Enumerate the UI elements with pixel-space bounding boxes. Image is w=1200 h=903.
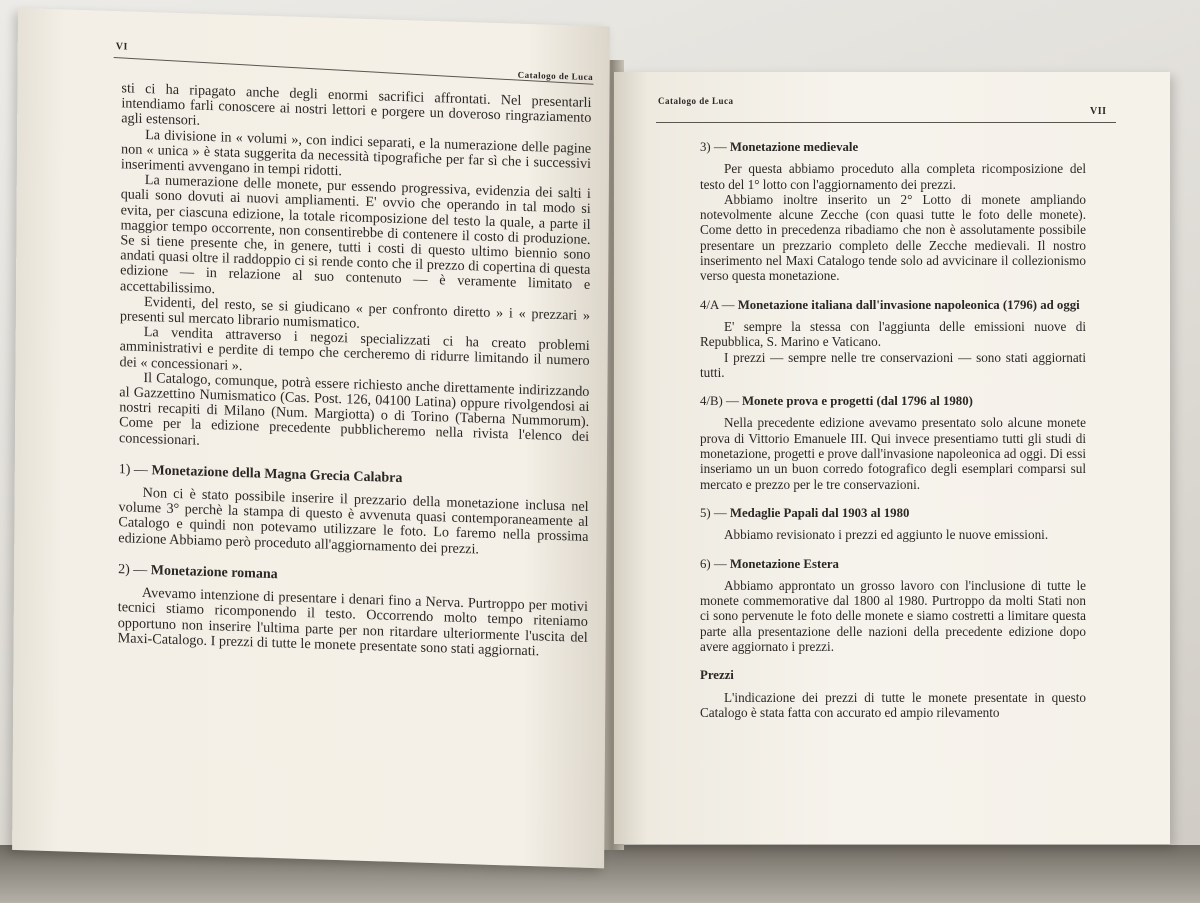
- section-title: Monetazione italiana dall'invasione napoleonica (1796) ad oggi: [737, 297, 1080, 312]
- section-number: 5) —: [700, 505, 727, 520]
- section-text: Abbiamo inoltre inserito un 2° Lotto di monete ampliando notevolmente alcune Zecche (con quasi tutte le foto delle monete). Come detto in precedenza ribadiamo che non è assolutamente possibile presentare un prezzario completo delle Zecche medievali. Il nostro inserimento nel Maxi Catalogo tende solo ad avvicinare il collezionismo verso questa monetazione.: [700, 191, 1086, 284]
- left-page-number: VI: [115, 41, 128, 53]
- section-text: Per questa abbiamo proceduto alla completa ricomposizione del testo del 1° lotto con l'aggiornamento dei prezzi.: [700, 161, 1086, 192]
- paragraph: La divisione in « volumi », con indici separati, e la numerazione delle pagine non « unica » è stata suggerita da necessità tipografiche per far sì che i successivi inserimenti avvengano in tempi ridotti.: [120, 126, 592, 180]
- section-title: Monetazione medievale: [729, 140, 859, 154]
- section-text: Abbiamo approntato un grosso lavoro con l'inclusione di tutte le monete commemorative dal 1800 al 1980. Purtroppo da molti Stati non ci sono pervenute le foto delle monete e siamo costretti a limitare questa parte alla presentazione delle nazioni della precedente edizione dopo avere aggiornato i prezzi.: [700, 577, 1086, 655]
- section-heading-5: [700, 506, 1086, 521]
- section-number: 1) —: [118, 462, 149, 478]
- right-page-body: [700, 132, 1086, 720]
- section-text: Nella precedente edizione avevamo presentato solo alcune monete prova di Vittorio Emanuele III. Qui invece presentiamo tutti gli studi di monetazione, progetti e prove dall'invasione napoleonica ad oggi. Di essi inseriamo un un buon corredo fotografico degli esemplari comparsi sul mercato e prezzo per le tre conservazioni.: [700, 415, 1086, 492]
- section-number: 4/B) —: [700, 394, 739, 409]
- section-title: Prezzi: [700, 668, 734, 683]
- section-text: Abbiamo revisionato i prezzi ed aggiunto le nuove emissioni.: [724, 527, 1049, 543]
- section-heading-6: [700, 557, 1086, 572]
- section-text: L'indicazione dei prezzi di tutte le monete presentate in questo Catalogo è stata fatta con accurato ed ampio rilevamento: [700, 689, 1086, 720]
- section-number: 3) —: [700, 140, 727, 154]
- section-heading-4b: [700, 394, 1086, 409]
- paragraph: La vendita attraverso i negozi specializzati ci ha creato problemi amministrativi e perdite di tempo che cercheremo di ridurre limitando il numero dei « concessionari ».: [119, 324, 590, 374]
- right-running-title: Catalogo de Luca: [658, 96, 734, 106]
- section-title: Monetazione romana: [150, 563, 278, 583]
- section-title: Medaglie Papali dal 1903 al 1980: [729, 505, 910, 520]
- paragraph: Evidenti, del resto, se si giudicano « per confronto diretto » i « prezzari » presenti sul mercato librario numismatico.: [119, 293, 591, 332]
- section-heading-3: [700, 140, 1086, 155]
- section-heading-4a: [700, 298, 1086, 313]
- paragraph: sti ci ha ripagato anche degli enormi sacrifici affrontati. Nel presentarli intendiamo farli conoscere ai nostri lettori e porgere un doveroso ringraziamento agli estensori.: [121, 80, 592, 130]
- section-text: Avevamo intenzione di presentare i denari fino a Nerva. Purtroppo per motivi tecnici stiamo ricomponendo il testo. Occorrendo molto tempo riteniamo opportuno non inserire l'ultima parte per non ritardare ulteriormente l'uscita del Maxi-Catalogo. I prezzi di tutte le monete presentate sono stati aggiornati.: [117, 585, 588, 660]
- right-header-rule: [656, 122, 1116, 123]
- left-page: [12, 8, 610, 868]
- paragraph: Il Catalogo, comunque, potrà essere richiesto anche direttamente indirizzando al Gazzettino Numismatico (Cas. Post. 126, 04100 Latina) oppure rivolgendosi ai nostri recapiti di Milano (Num. Margiotta) o di Torino (Taberna Nummorum). Come per la edizione precedente pubblicheremo nella rivista l'elenco dei concessionari.: [118, 369, 590, 449]
- section-heading-prezzi: [700, 668, 1086, 683]
- paragraph: La numerazione delle monete, pur essendo progressiva, evidenzia dei salti i quali sono dovuti ai nuovi ampliamenti. E' ovvio che operando in tal modo si evita, per ciascuna edizione, la totale ricomposizione del testo la quale, a parte il maggior tempo occorrente, non consentirebbe di contenere il costo di produzione. Se si tiene presente che, in genere, tutti i costi di questo ultimo biennio sono andati quasi oltre il raddoppio ci si rende conto che il prezzo di copertina di questa edizione — in relazione al suo contenuto — è veramente limitato e accettabilissimo.: [120, 172, 591, 297]
- section-text: I prezzi — sempre nelle tre conservazioni — sono stati aggiornati tutti.: [700, 349, 1086, 380]
- left-running-title: Catalogo de Luca: [517, 69, 594, 83]
- section-number: 6) —: [700, 556, 727, 571]
- left-page-body: [118, 81, 592, 661]
- right-page: [614, 72, 1170, 844]
- section-text: E' sempre la stessa con l'aggiunta delle emissioni nuove di Repubblica, S. Marino e Vaticano.: [700, 318, 1086, 350]
- section-text: Non ci è stato possibile inserire il prezzario della monetazione inclusa nel volume 3° perchè la stampa di questo è avvenuta quasi contemporaneamente al Catalogo e quindi non potevamo utilizzare le foto. Lo faremo nella prossima edizione Abbiamo però proceduto all'aggiornamento dei prezzi.: [118, 485, 589, 558]
- right-page-number: VII: [1090, 106, 1107, 117]
- section-number: 2) —: [118, 562, 148, 578]
- section-title: Monete prova e progetti (dal 1796 al 1980): [741, 394, 973, 409]
- section-number: 4/A —: [700, 297, 735, 312]
- section-title: Monetazione della Magna Grecia Calabra: [151, 463, 403, 486]
- section-title: Monetazione Estera: [729, 556, 839, 571]
